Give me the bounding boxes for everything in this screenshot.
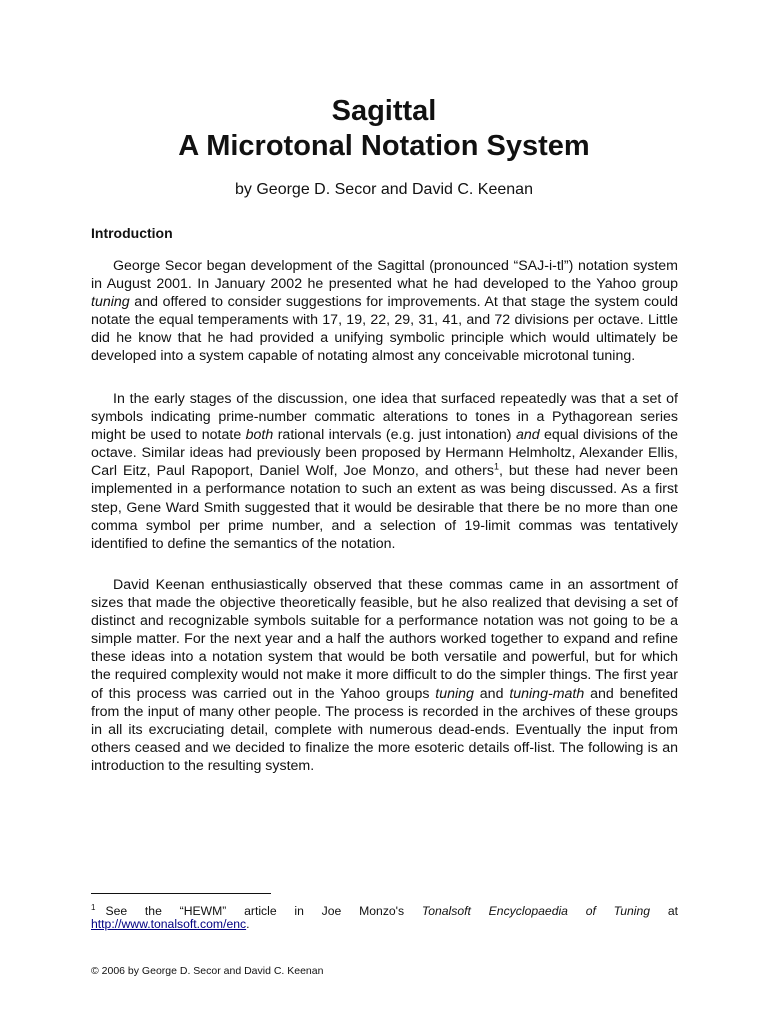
copyright-notice: © 2006 by George D. Secor and David C. Keenan bbox=[91, 965, 324, 977]
footnote-number: 1 bbox=[91, 903, 96, 912]
author-byline: by George D. Secor and David C. Keenan bbox=[235, 181, 533, 198]
title-line-1: Sagittal bbox=[331, 95, 437, 127]
section-heading-introduction: Introduction bbox=[91, 225, 173, 241]
paragraph-1: George Secor began development of the Sagittal (pronounced “SAJ-i-tl”) notation system in August 2001. In January 2002 he presented what he had developed to the Yahoo group tuning and offered to consider suggestions for improvements. At that stage the system could notate the equal temperaments with 17, 19, 22, 29, 31, 41, and 72 divisions per octave. Little did he know that he had provided a unifying symbolic principle which would ultimately be developed into a system capable of notating almost any conceivable microtonal tuning. bbox=[91, 258, 678, 365]
title-line-2: A Microtonal Notation System bbox=[178, 130, 590, 162]
footnote-link-line: http://www.tonalsoft.com/enc. bbox=[91, 917, 250, 931]
paragraph-2: In the early stages of the discussion, one idea that surfaced repeatedly was that a set of symbols indicating prime-number commatic alterations to tones in a Pythagorean series might be used to notate both rational intervals (e.g. just intonation) and equal divisions of the octave. Similar ideas had previously been proposed by Hermann Helmholtz, Alexander Ellis, Carl Eitz, Paul Rapoport, Daniel Wolf, Joe Monzo, and others$^1$, but these had never been implemented in a performance notation to such an extent as was being discussed. As a first step, Gene Ward Smith suggested that it would be desirable that there be no more than one comma symbol per prime number, and a selection of 19-limit commas was tentatively identified to define the semantics of the notation. bbox=[91, 391, 678, 552]
footnote-1: $^1$ See the “HEWM” article in Joe Monzo's Tonalsoft Encyclopaedia of Tuning at bbox=[91, 903, 678, 919]
paragraph-3: David Keenan enthusiastically observed that these commas came in an assortment of sizes that made the objective theoretically feasible, but he also realized that devising a set of distinct and recognizable symbols suitable for a performance notation was not going to be a simple matter. For the next year and a half the authors worked together to expand and refine these ideas into a notation system that would be both versatile and powerful, but for which the required complexity would not make it more difficult to do the simpler things. The first year of this process was carried out in the Yahoo groups tuning and tuning-math and benefited from the input of many other people. The process is recorded in the archives of these groups in all its excruciating detail, complete with numerous dead-ends. Eventually the input from others ceased and we decided to finalize the more esoteric details off-list. The following is an introduction to the resulting system. bbox=[91, 577, 678, 774]
footnote-reference[interactable]: 1 bbox=[493, 461, 499, 472]
footnote-divider bbox=[91, 893, 271, 894]
footnote-link[interactable]: http://www.tonalsoft.com/enc bbox=[91, 917, 247, 931]
